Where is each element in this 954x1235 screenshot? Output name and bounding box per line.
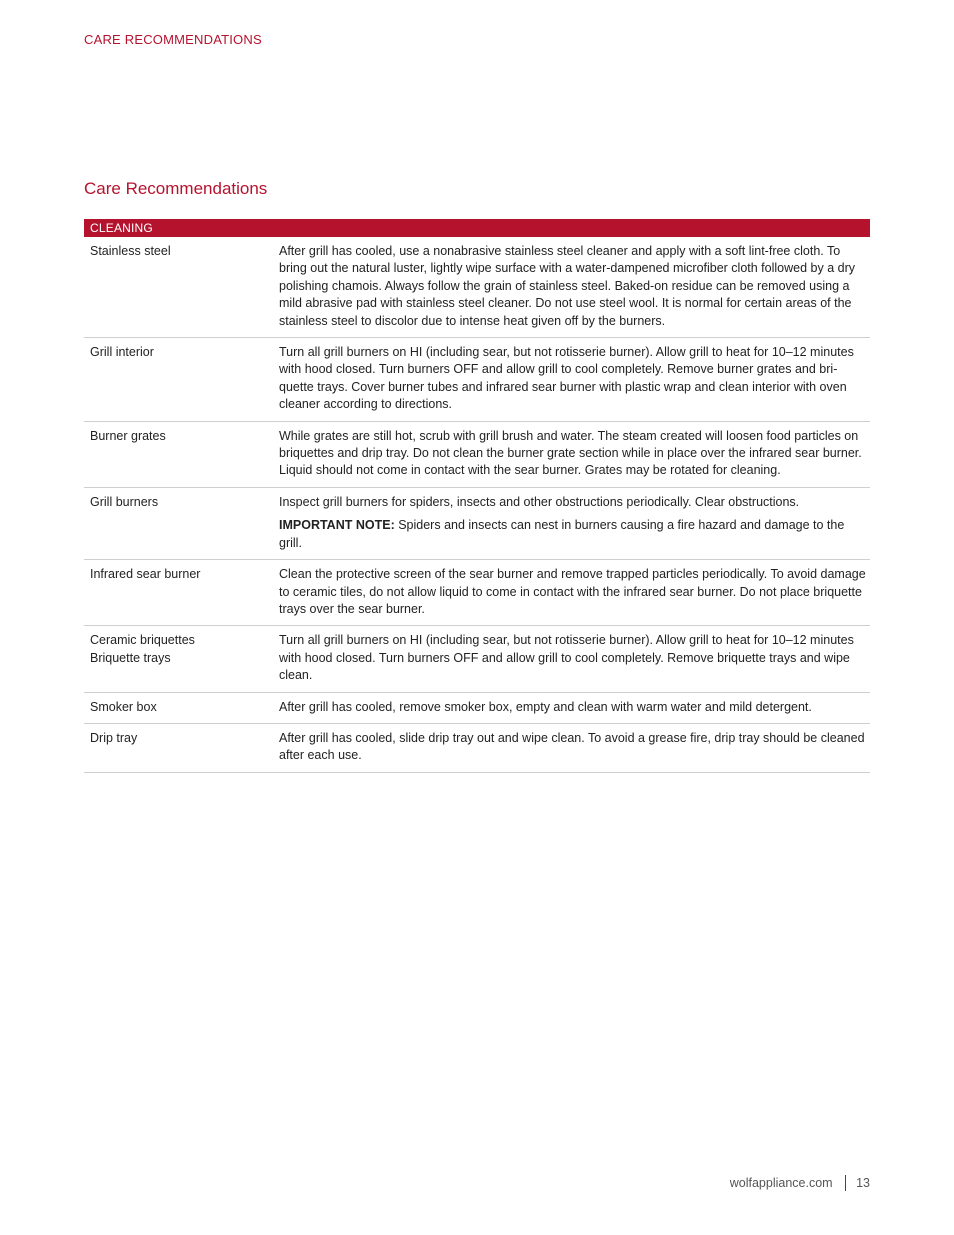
table-row	[84, 488, 870, 560]
description-paragraph: Clean the protective screen of the sear burner and remove trapped particles periodically. To avoid damage to ceramic tiles, do not allow liquid to come in contact with the infrared sear burner. Do not place briquette trays over the sear burner.	[279, 567, 866, 616]
table-row	[84, 338, 870, 422]
row-label	[84, 566, 279, 618]
row-label-line: Drip tray	[90, 730, 138, 745]
cleaning-table	[84, 219, 870, 773]
row-label-line: Grill burners	[90, 494, 159, 509]
important-note-text: Spiders and insects can nest in burners causing a fire hazard and damage to the grill.	[279, 518, 845, 550]
row-label-line: Ceramic briquettes	[90, 633, 195, 648]
table-body	[84, 237, 870, 773]
table-header: CLEANING	[84, 219, 870, 237]
footer-divider	[845, 1175, 847, 1191]
important-note	[279, 517, 866, 552]
row-description	[279, 699, 870, 716]
row-description	[279, 428, 870, 480]
row-description	[279, 730, 870, 765]
table-row	[84, 724, 870, 773]
description-paragraph: After grill has cooled, slide drip tray out and wipe clean. To avoid a grease fire, drip tray should be cleaned after each use.	[279, 730, 865, 763]
table-row	[84, 422, 870, 488]
table-row	[84, 626, 870, 692]
row-label-line: Stainless steel	[90, 244, 171, 258]
footer-website: wolfappliance.com	[729, 1176, 833, 1190]
row-label-line: Burner grates	[90, 428, 166, 443]
description-paragraph: Turn all grill burners on HI (including sear, but not rotisserie burner). Allow grill to heat for 10–12 minutes with hood closed. Turn burners OFF and allow grill to cool completely. Remove burner grates and bri-quette trays. Cover burner tubes and infrared sear burner with plastic wrap and clean interior with oven cleaner according to directions.	[279, 345, 854, 412]
row-label-line: Briquette trays	[90, 650, 171, 665]
page-footer	[730, 1175, 870, 1191]
important-note-label: IMPORTANT NOTE:	[279, 518, 395, 533]
running-header: CARE RECOMMENDATIONS	[84, 32, 262, 47]
row-label	[84, 730, 279, 765]
row-label	[84, 344, 279, 414]
page-number: 13	[856, 1176, 870, 1190]
row-description	[279, 632, 870, 684]
description-paragraph: After grill has cooled, remove smoker box, empty and clean with warm water and mild detergent.	[279, 699, 812, 714]
row-label-line: Smoker box	[90, 699, 157, 714]
row-description	[279, 344, 870, 414]
table-row	[84, 560, 870, 626]
description-paragraph: After grill has cooled, use a nonabrasive stainless steel cleaner and apply with a soft lint-free cloth. To bring out the natural luster, lightly wipe surface with a water-dampened microfiber cloth followed by a dry polishing chamois. Always follow the grain of stainless steel. Baked-on residue can be removed using a mild abrasive pad with stainless steel cleaner. Do not use steel wool. It is normal for certain areas of the stainless steel to discolor due to intense heat given off by the burners.	[279, 244, 855, 328]
row-label	[84, 243, 279, 330]
row-label-line: Grill interior	[90, 345, 154, 360]
row-label	[84, 632, 279, 684]
table-row	[84, 237, 870, 338]
section-title: Care Recommendations	[84, 179, 268, 198]
row-description	[279, 494, 870, 552]
row-label	[84, 494, 279, 552]
row-description	[279, 243, 870, 330]
row-label	[84, 699, 279, 716]
description-paragraph: Inspect grill burners for spiders, insects and other obstructions periodically. Clear obstructions.	[279, 494, 800, 509]
row-label-line: Infrared sear burner	[90, 567, 201, 582]
table-row	[84, 693, 870, 724]
row-description	[279, 566, 870, 618]
description-paragraph: Turn all grill burners on HI (including sear, but not rotisserie burner). Allow grill to heat for 10–12 minutes with hood closed. Turn burners OFF and allow grill to cool completely. Remove briquette trays and wipe clean.	[279, 633, 854, 683]
row-label	[84, 428, 279, 480]
description-paragraph: While grates are still hot, scrub with grill brush and water. The steam created will loosen food particles on briquettes and drip tray. Do not clean the burner grate section while in place over the infrared sear burner. Liquid should not come in contact with the sear burner. Grates may be rotated for cleaning.	[279, 428, 862, 478]
